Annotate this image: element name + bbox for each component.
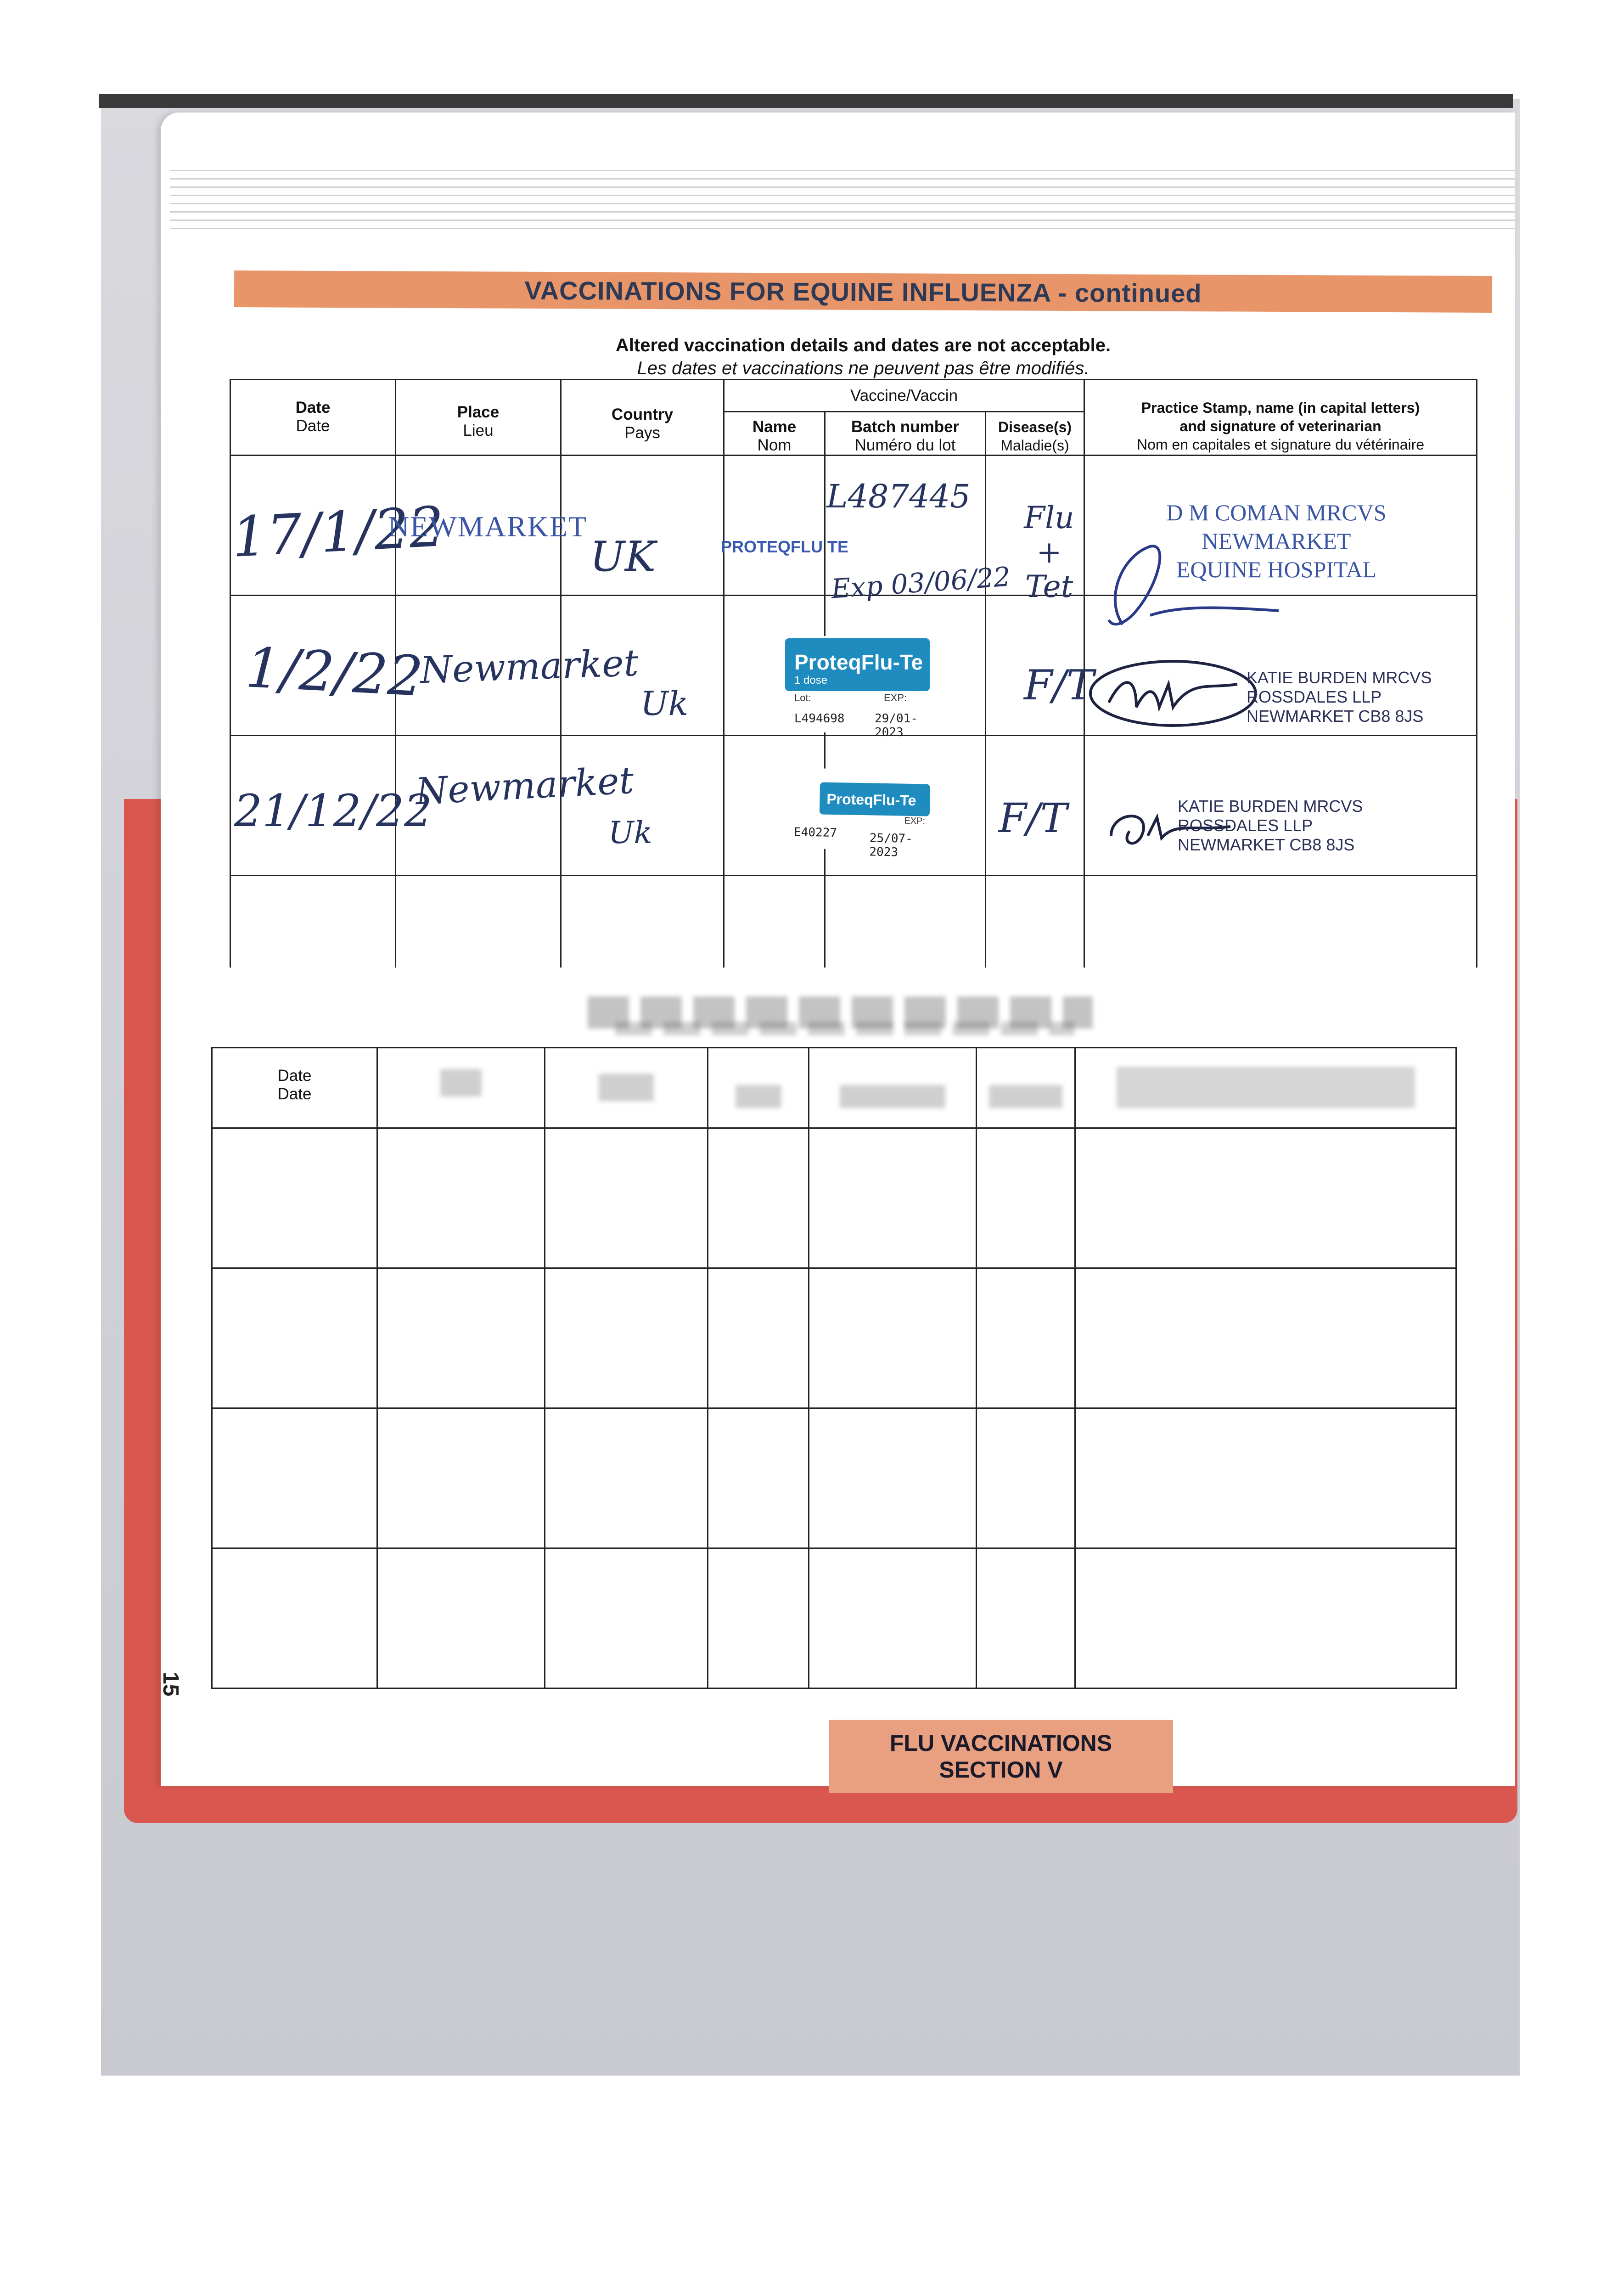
row2-date: 1/2/22 [244,636,425,709]
row3-place: Newmarket [414,759,635,813]
section-tab: FLU VACCINATIONS SECTION V [829,1720,1173,1793]
table-row-empty [212,1128,1456,1268]
row3-label-brand-panel [820,782,930,816]
page-number: 15 [158,1671,183,1697]
row2-disease: F/T [1024,661,1094,709]
row2-label-brand: ProteqFlu-Te [794,650,923,674]
header-date: Date Date [230,380,396,456]
row1-vaccine-stamp: PROTEQFLU TE [721,537,848,556]
table-row-empty [212,1548,1456,1688]
row2-expiry: 29/01-2023 [875,712,918,739]
row2-label-exp: EXP: [884,692,907,703]
row2-label-brand-panel [785,638,930,691]
row3-vaccine-label [786,768,935,860]
header-practice: Practice Stamp, name (in capital letters) and signature of veterinarian Nom en capitales et signature du vétérinaire [1084,380,1477,456]
header-vaccine-name: Name Nom [724,412,825,456]
scan-top-edge [99,94,1513,108]
notice-english: Altered vaccination details and dates are not acceptable. [615,335,1111,355]
header-vaccine: Vaccine/Vaccin [724,380,1084,412]
row2-country: Uk [640,684,689,723]
row2-label-lot: Lot: [794,692,811,703]
row3-practice-stamp: KATIE BURDEN MRCVS ROSSDALES LLP NEWMARKET CB8 8JS [1178,797,1363,854]
row2-practice-stamp: KATIE BURDEN MRCVS ROSSDALES LLP NEWMARKET CB8 8JS [1247,668,1432,726]
row3-disease: F/T [999,794,1067,842]
row1-batch: L487445 [826,478,971,515]
row1-practice-stamp: D M COMAN MRCVS NEWMARKET EQUINE HOSPITAL [1166,500,1387,582]
row1-place-stamp: NEWMARKET [388,510,587,543]
header-batch: Batch number Numéro du lot [825,412,986,456]
lower-header-practice [1075,1048,1456,1128]
row2-vaccine-label [783,636,930,739]
lower-header-date: Date Date [212,1048,377,1128]
row3-label-exp: EXP: [904,816,926,827]
header-place: Place Lieu [396,380,561,456]
row1-disease: Flu + Tet [1024,500,1074,604]
header-country: Country Pays [561,380,724,456]
row1-date: 17/1/22 [230,495,446,570]
row3-expiry: 25/07-2023 [869,831,913,860]
section-banner: VACCINATIONS FOR EQUINE INFLUENZA - continued [234,270,1492,313]
lower-table [211,1047,1457,1689]
row2-place: Newmarket [419,641,640,692]
lower-header-name [708,1048,809,1128]
lower-header-place [377,1048,545,1128]
row3-label-brand: ProteqFlu-Te [826,790,916,809]
header-disease: Disease(s) Maladie(s) [986,412,1084,456]
row2-label-dose: 1 dose [794,674,828,687]
row1-expiry: Exp 03/06/22 [830,561,1012,605]
lower-header-country [545,1048,708,1128]
notice-french: Les dates et vaccinations ne peuvent pas être modifiés. [637,358,1089,378]
row3-country: Uk [608,815,652,850]
row2-batch: L494698 [794,712,845,726]
row3-date: 21/12/22 [234,785,432,837]
page-edge-lines [170,170,1515,234]
lower-header-disease [977,1048,1075,1128]
row3-batch: E40227 [793,825,837,840]
table-row-empty [212,1408,1456,1548]
scan-glare [849,138,1024,165]
row1-signature [1095,528,1288,638]
table-row-empty [212,1268,1456,1408]
lower-header-batch [809,1048,977,1128]
bleed-through-notice-2 [615,1022,1074,1035]
table-row-empty [230,876,1477,968]
row1-country: UK [590,533,656,581]
